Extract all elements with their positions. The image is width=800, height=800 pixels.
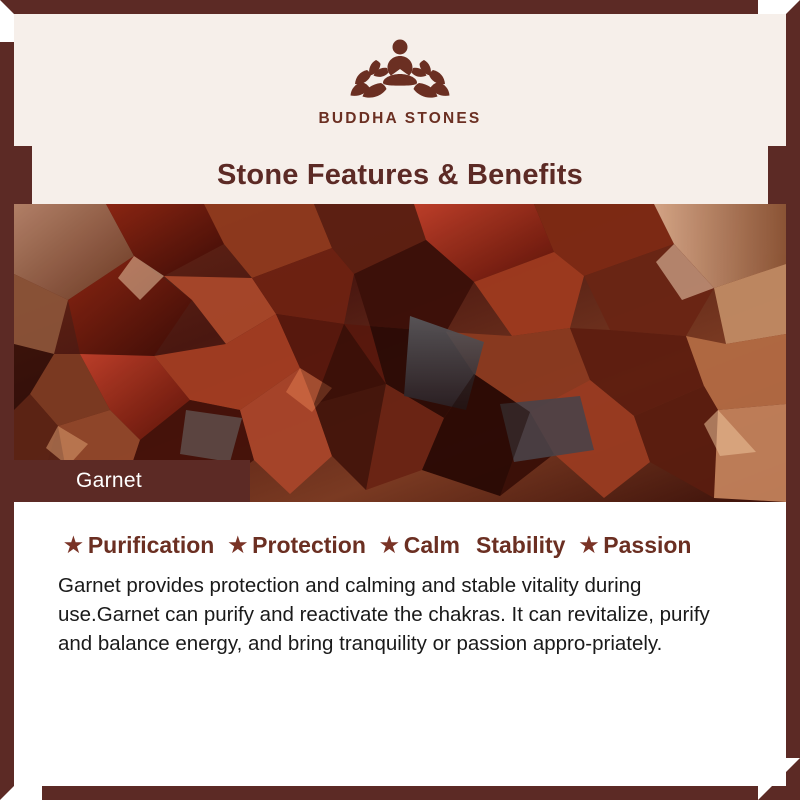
garnet-crystal-cluster-photo xyxy=(14,204,786,502)
brand-name: BUDDHA STONES xyxy=(318,110,482,127)
benefit-label: Passion xyxy=(603,532,692,558)
benefit-tag xyxy=(380,532,460,559)
title-bar xyxy=(14,146,786,204)
benefit-tag xyxy=(228,532,366,559)
image-caption xyxy=(14,460,250,502)
benefit-label: Protection xyxy=(252,532,366,558)
benefit-tag xyxy=(474,532,565,559)
star-icon: ★ xyxy=(228,534,248,557)
content-area xyxy=(14,14,786,786)
stone-name: Garnet xyxy=(76,469,142,492)
benefit-tag-list xyxy=(42,532,758,559)
hero-image xyxy=(14,204,786,502)
star-icon: ★ xyxy=(579,534,599,557)
benefit-description: Garnet provides protection and calming and stable vitality during use.Garnet can purify and reactivate the chakras. It can revitalize, purify and balance energy, and bring tranquility or passion appro-priately. xyxy=(58,574,710,656)
page-title: Stone Features & Benefits xyxy=(217,158,583,191)
benefit-tag xyxy=(579,532,691,559)
lotus-meditation-icon xyxy=(340,30,460,108)
benefit-label: Stability xyxy=(475,532,566,558)
star-icon: ★ xyxy=(379,534,399,557)
star-icon: ★ xyxy=(64,534,83,557)
benefit-label: Calm xyxy=(403,532,460,558)
benefit-tag xyxy=(64,532,214,559)
brand-header xyxy=(14,14,786,146)
benefit-label: Purification xyxy=(87,532,215,558)
benefits-section xyxy=(14,502,786,786)
